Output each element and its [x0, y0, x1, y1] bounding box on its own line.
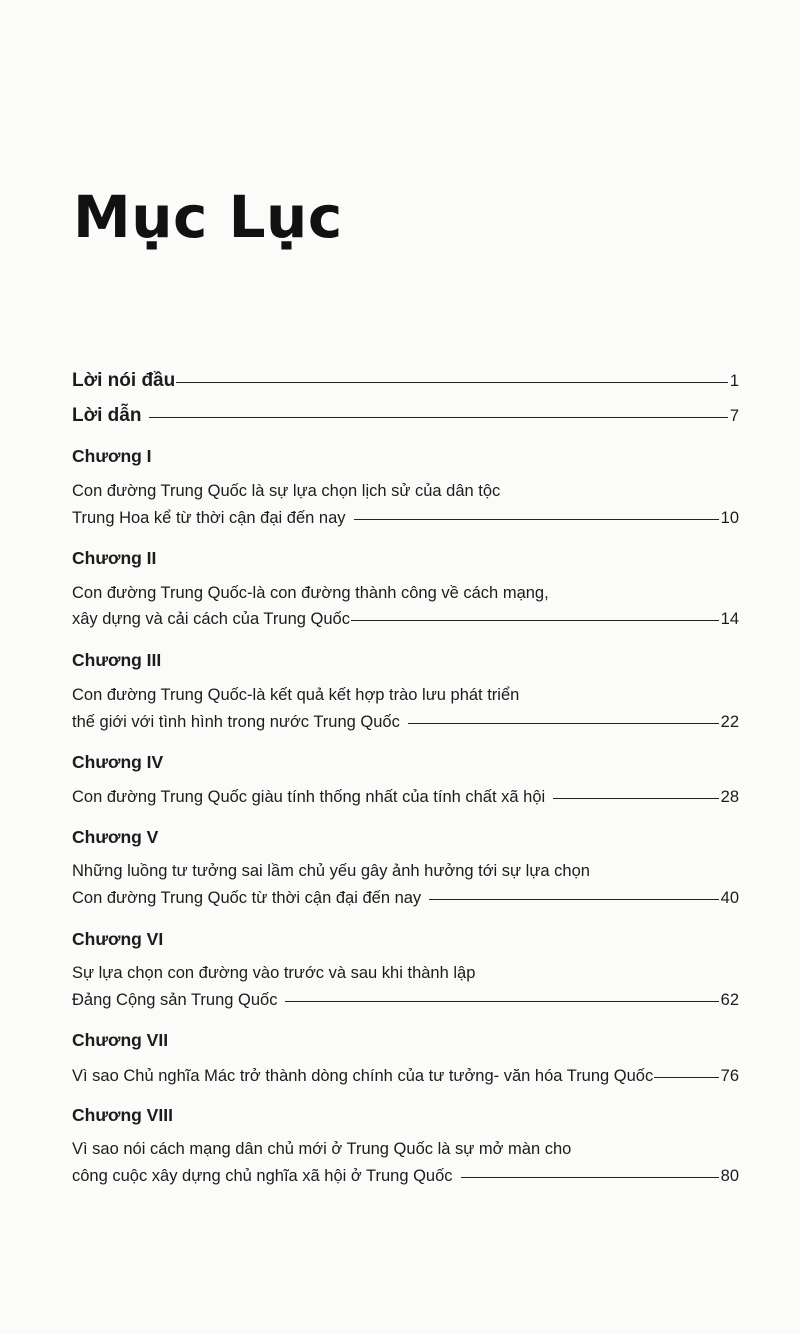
dot-leader	[654, 1077, 718, 1078]
chapter-title-line: Con đường Trung Quốc là sự lựa chọn lịch sử của dân tộc	[72, 482, 501, 500]
page-number: 22	[720, 712, 739, 731]
chapter-title-line: Vì sao Chủ nghĩa Mác trở thành dòng chính của tư tưởng- văn hóa Trung Quốc	[72, 1066, 654, 1085]
dot-leader	[553, 798, 718, 799]
page-number: 10	[720, 508, 739, 527]
toc-entry-chapter-7[interactable]	[72, 1061, 739, 1091]
page-number: 62	[720, 990, 739, 1009]
toc-entry-introduction[interactable]	[72, 401, 739, 431]
toc-entry-chapter-5[interactable]	[72, 883, 739, 913]
toc-entry-chapter-8[interactable]	[72, 1161, 739, 1191]
chapter-title-line: Con đường Trung Quốc giàu tính thống nhất của tính chất xã hội	[72, 787, 546, 806]
page-number: 1	[729, 371, 739, 390]
dot-leader	[176, 382, 728, 383]
page-number: 7	[729, 406, 739, 425]
chapter-title-line: Con đường Trung Quốc-là con đường thành công về cách mạng,	[72, 584, 549, 602]
chapter-title-line: Đảng Cộng sản Trung Quốc	[72, 990, 278, 1009]
chapter-label-1: Chương I	[72, 446, 152, 466]
chapter-title-line: Vì sao nói cách mạng dân chủ mới ở Trung Quốc là sự mở màn cho	[72, 1140, 572, 1158]
chapter-title-line: công cuộc xây dựng chủ nghĩa xã hội ở Trung Quốc	[72, 1166, 453, 1185]
toc-entry-chapter-1[interactable]	[72, 503, 739, 533]
chapter-title-line: Trung Hoa kể từ thời cận đại đến nay	[72, 508, 346, 527]
entry-label: Lời nói đầu	[72, 370, 176, 391]
dot-leader	[461, 1177, 719, 1178]
page-number: 14	[720, 609, 739, 628]
dot-leader	[429, 899, 718, 900]
chapter-title-line: Những luồng tư tưởng sai lầm chủ yếu gây ảnh hưởng tới sự lựa chọn	[72, 862, 590, 880]
toc-entry-chapter-3[interactable]	[72, 707, 739, 737]
toc-entry-chapter-4[interactable]	[72, 782, 739, 812]
page-number: 76	[720, 1066, 739, 1085]
toc-entry-preface[interactable]	[72, 366, 739, 396]
page-number: 28	[720, 787, 739, 806]
chapter-title-line: thế giới với tình hình trong nước Trung Quốc	[72, 712, 400, 731]
page-number: 40	[720, 888, 739, 907]
entry-label: Lời dẫn	[72, 405, 142, 426]
chapter-label-2: Chương II	[72, 548, 157, 568]
chapter-title-line: xây dựng và cải cách của Trung Quốc	[72, 609, 350, 628]
chapter-label-5: Chương V	[72, 827, 159, 847]
page-number: 80	[720, 1166, 739, 1185]
chapter-title-line: Con đường Trung Quốc-là kết quả kết hợp trào lưu phát triển	[72, 686, 520, 704]
toc-entry-chapter-6[interactable]	[72, 985, 739, 1015]
chapter-label-8: Chương VIII	[72, 1105, 173, 1125]
dot-leader	[351, 620, 719, 621]
dot-leader	[354, 519, 719, 520]
chapter-label-4: Chương IV	[72, 752, 164, 772]
dot-leader	[285, 1001, 718, 1002]
dot-leader	[149, 417, 727, 418]
toc-entry-chapter-2[interactable]	[72, 604, 739, 634]
chapter-title-line: Con đường Trung Quốc từ thời cận đại đến nay	[72, 888, 422, 907]
chapter-label-6: Chương VI	[72, 929, 164, 949]
page-title: Mục Lục	[73, 183, 343, 251]
dot-leader	[408, 723, 719, 724]
chapter-label-3: Chương III	[72, 650, 162, 670]
chapter-label-7: Chương VII	[72, 1030, 169, 1050]
chapter-title-line: Sự lựa chọn con đường vào trước và sau khi thành lập	[72, 964, 476, 982]
